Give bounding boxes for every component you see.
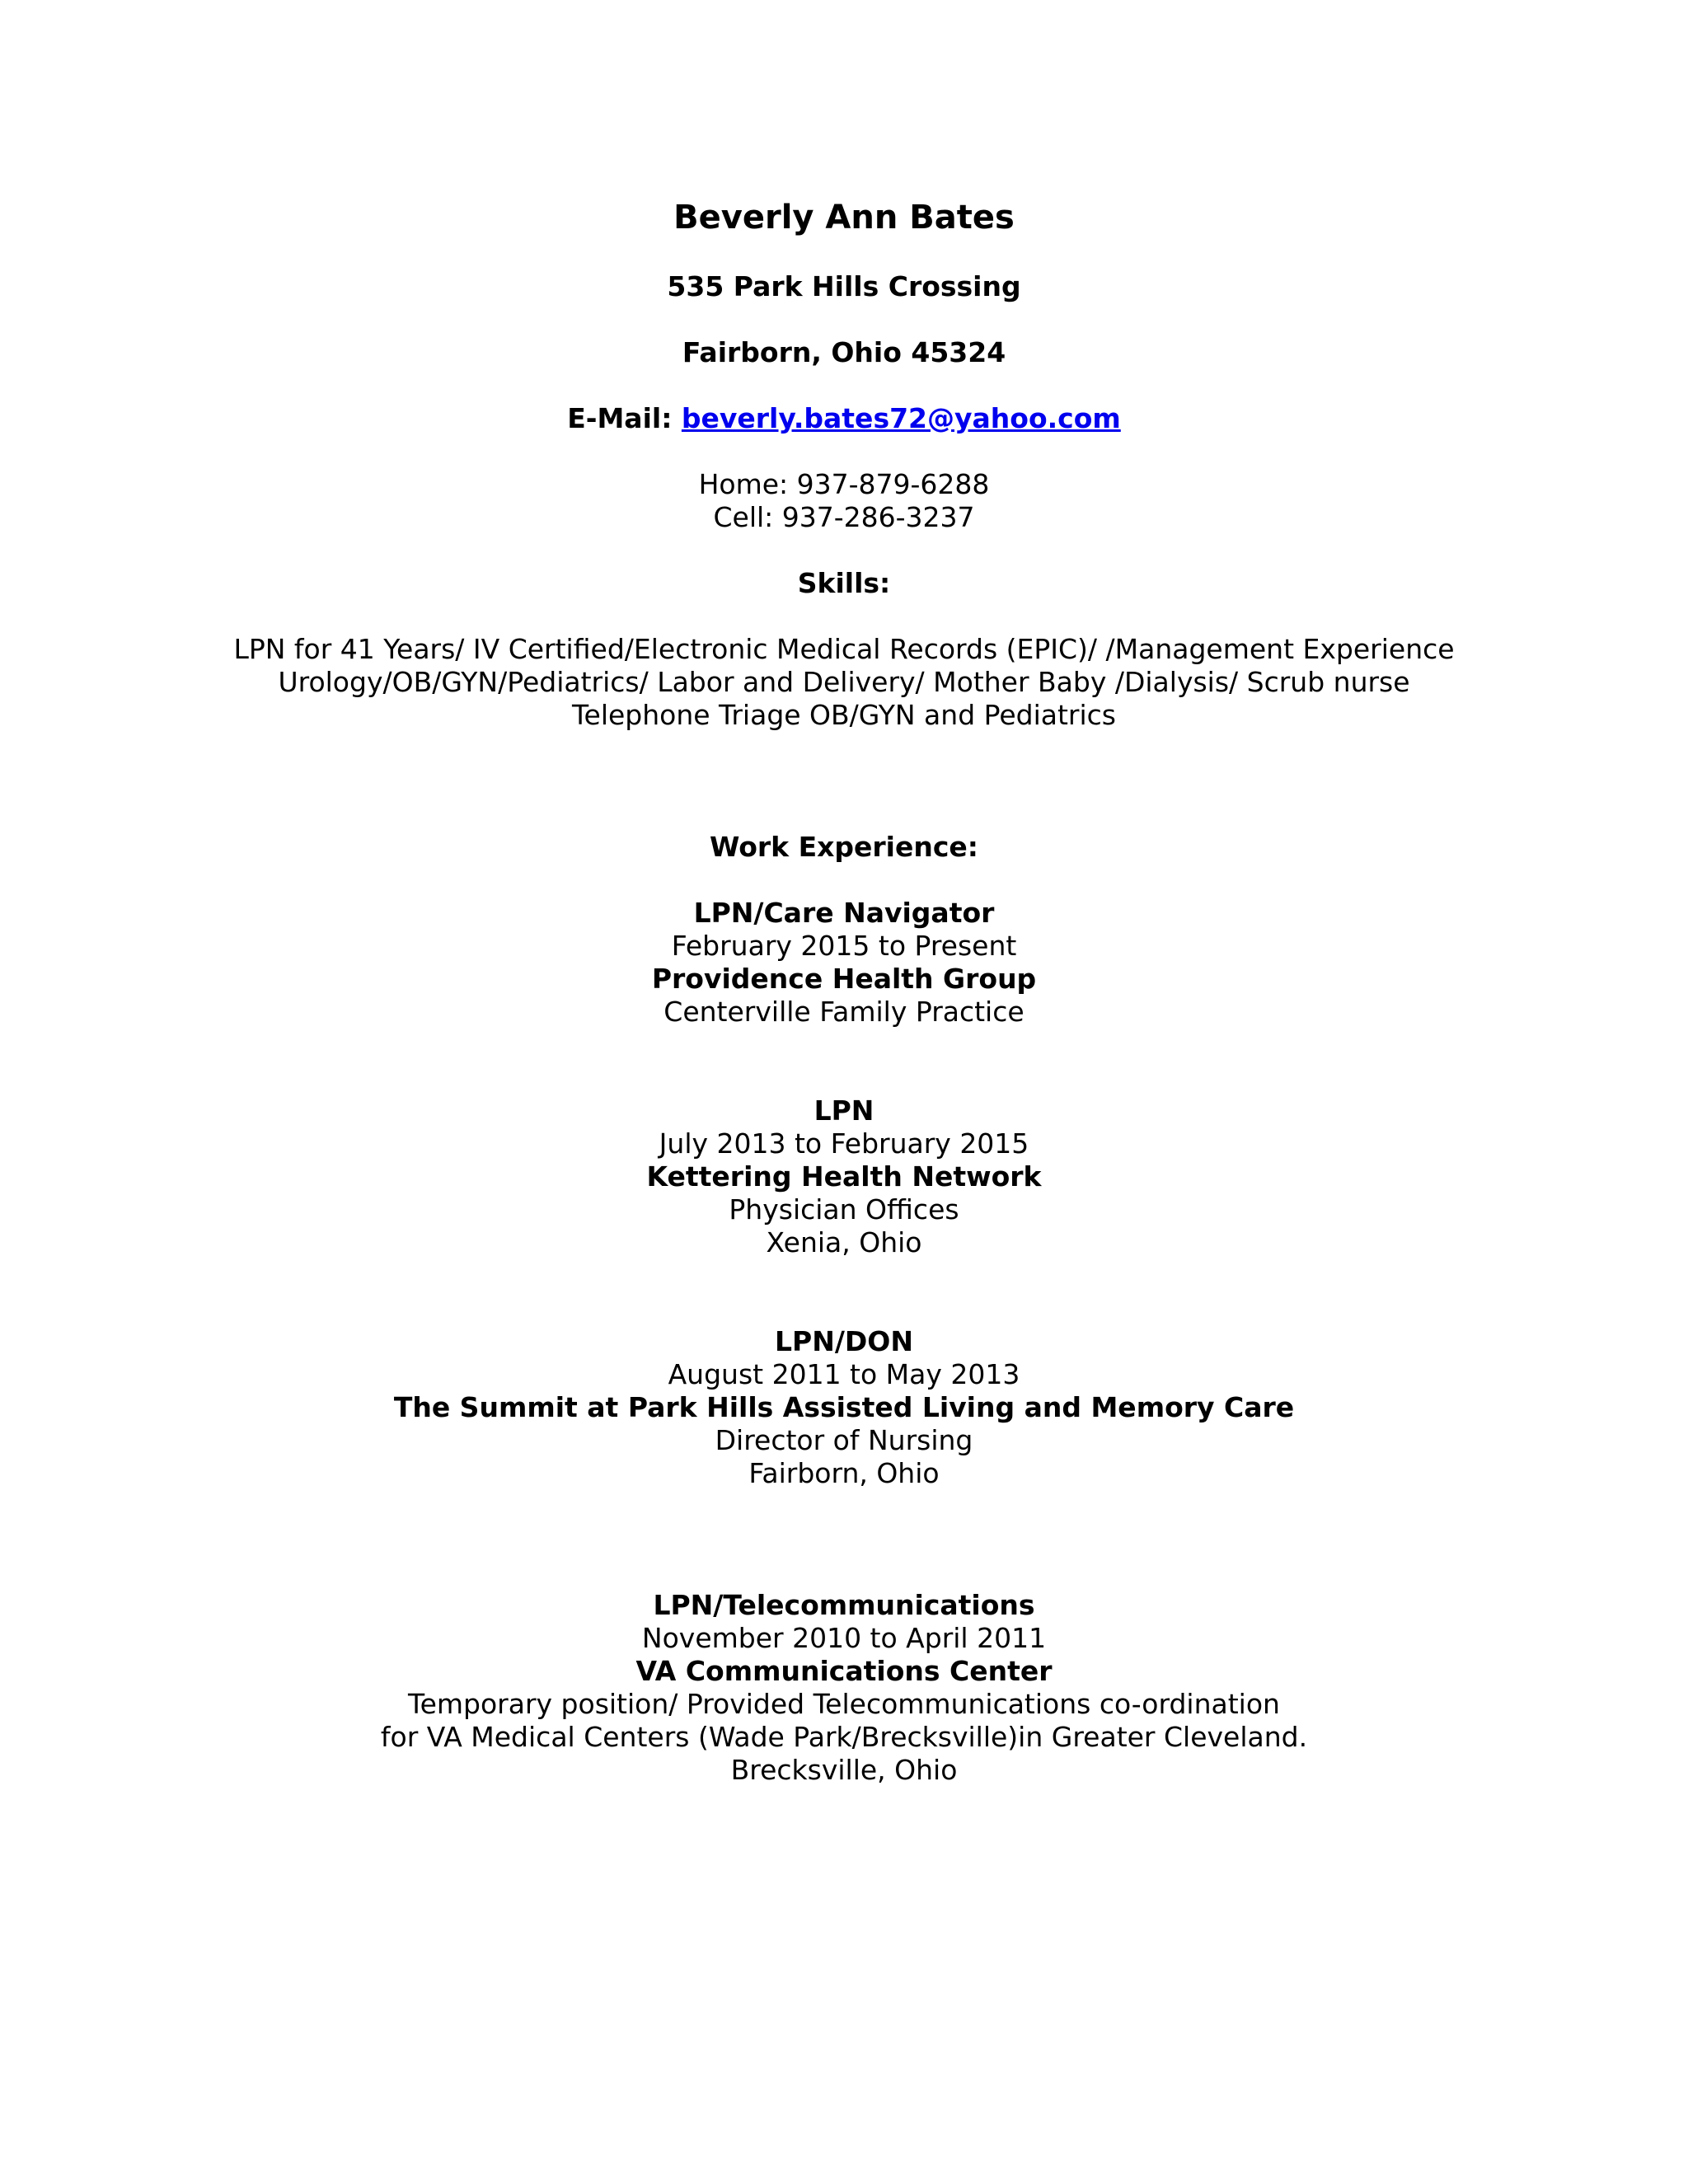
skills-line: LPN for 41 Years/ IV Certified/Electronic Medical Records (EPIC)/ /Management Experience — [233, 633, 1455, 665]
job-detail: for VA Medical Centers (Wade Park/Brecksville)in Greater Cleveland. — [380, 1721, 1308, 1753]
job-employer: Providence Health Group — [651, 963, 1037, 995]
job-dates: February 2015 to Present — [671, 930, 1017, 962]
cell-phone: Cell: 937-286-3237 — [713, 501, 975, 533]
job-title: LPN/Care Navigator — [693, 897, 995, 929]
skills-line: Urology/OB/GYN/Pediatrics/ Labor and Delivery/ Mother Baby /Dialysis/ Scrub nurse — [278, 666, 1410, 698]
email-link[interactable]: beverly.bates72@yahoo.com — [681, 402, 1121, 434]
job-employer: The Summit at Park Hills Assisted Living and Memory Care — [393, 1391, 1295, 1423]
job-employer: VA Communications Center — [635, 1655, 1053, 1687]
job-employer: Kettering Health Network — [646, 1160, 1042, 1193]
email-label: E-Mail: — [567, 402, 673, 434]
email-line — [0, 402, 1688, 435]
job-detail: Fairborn, Ohio — [748, 1457, 940, 1489]
job-detail: Physician Offices — [729, 1193, 959, 1226]
job-title: LPN/Telecommunications — [653, 1589, 1035, 1621]
address-line-1: 535 Park Hills Crossing — [667, 270, 1021, 302]
job-dates: July 2013 to February 2015 — [659, 1127, 1029, 1160]
job-detail: Director of Nursing — [715, 1424, 973, 1456]
address-line-2: Fairborn, Ohio 45324 — [682, 336, 1006, 368]
work-experience-heading: Work Experience: — [709, 831, 979, 863]
skills-line: Telephone Triage OB/GYN and Pediatrics — [571, 699, 1117, 731]
job-dates: August 2011 to May 2013 — [668, 1358, 1020, 1390]
candidate-name: Beverly Ann Bates — [673, 199, 1015, 237]
job-title: LPN/DON — [775, 1325, 913, 1357]
job-dates: November 2010 to April 2011 — [641, 1622, 1047, 1654]
job-detail: Centerville Family Practice — [663, 996, 1025, 1028]
job-title: LPN — [814, 1094, 874, 1127]
skills-heading: Skills: — [797, 567, 891, 599]
job-detail: Brecksville, Ohio — [730, 1754, 958, 1786]
job-detail: Xenia, Ohio — [766, 1226, 922, 1258]
home-phone: Home: 937-879-6288 — [698, 468, 990, 500]
job-detail: Temporary position/ Provided Telecommunications co-ordination — [408, 1688, 1280, 1720]
